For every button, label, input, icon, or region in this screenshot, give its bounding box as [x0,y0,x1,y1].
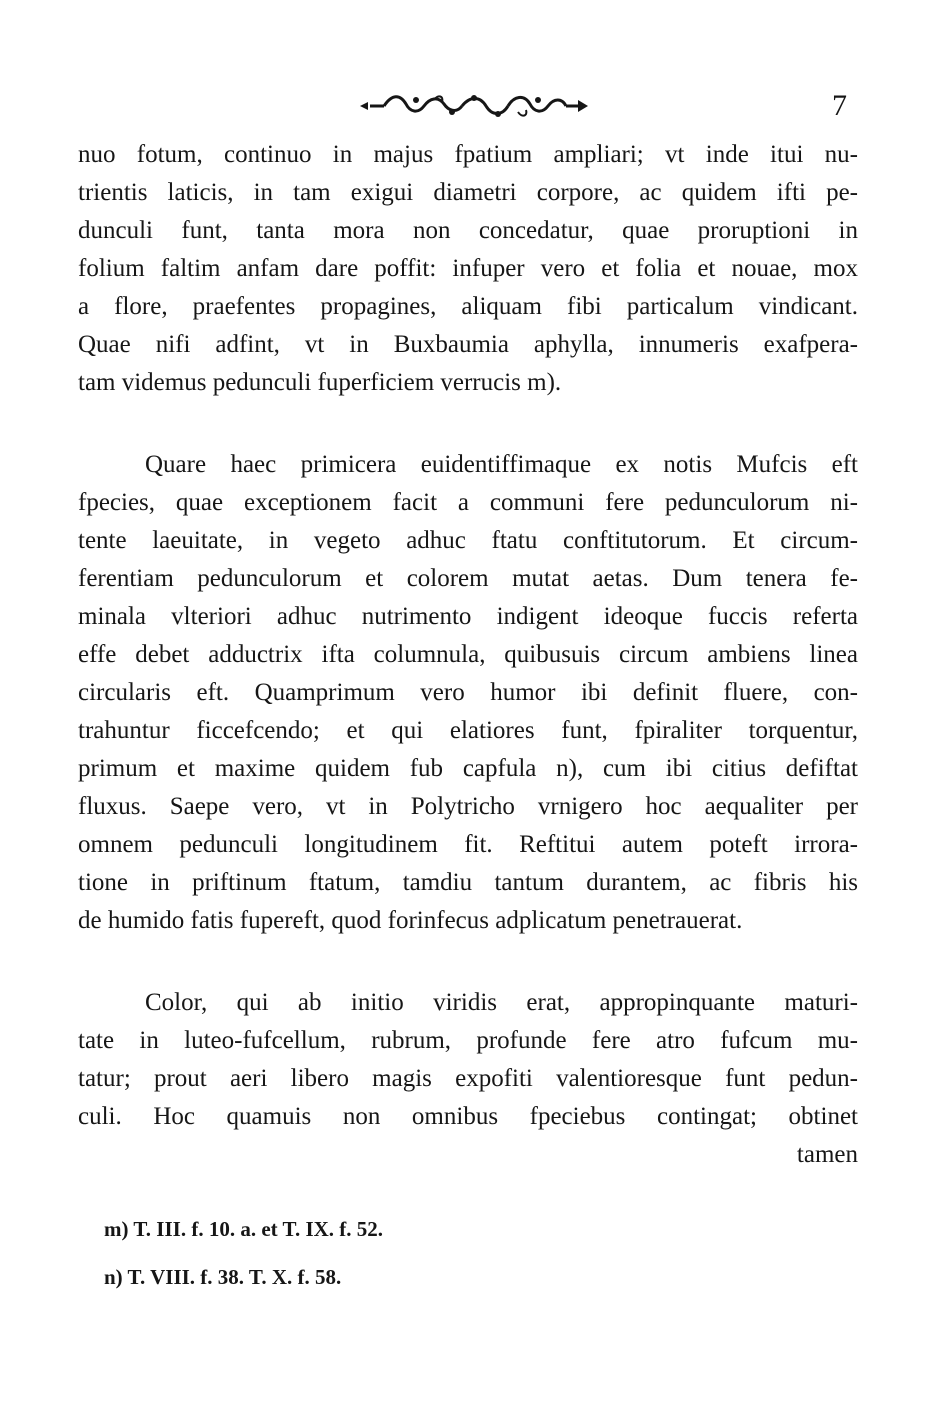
text-line: effe debet adductrix ifta columnula, quibusuis circum ambiens linea [78,641,858,668]
footnote-n: n) T. VIII. f. 38. T. X. f. 58. [104,1265,342,1289]
text-line: Quae nifi adfint, vt in Buxbaumia aphylla, innumeris exafpera- [78,331,858,358]
page-header [0,86,930,126]
text-line: minala vlteriori adhuc nutrimento indigent ideoque fuccis referta [78,603,858,630]
text-line: trientis laticis, in tam exigui diametri corpore, ac quidem ifti pe- [78,179,858,206]
footnote-m: m) T. III. f. 10. a. et T. IX. f. 52. [104,1217,384,1241]
text-line: tate in luteo-fufcellum, rubrum, profunde fere atro fufcum mu- [78,1027,858,1054]
text-line: ferentiam pedunculorum et colorem mutat aetas. Dum tenera fe- [78,565,858,592]
catchword: tamen [796,1141,858,1168]
text-line: fluxus. Saepe vero, vt in Polytricho vrnigero hoc aequaliter per [78,793,858,820]
ornamental-vine-rule-icon [358,92,590,120]
text-line: circularis eft. Quamprimum vero humor ibi definit fluere, con- [78,679,858,706]
page-number: 7 [832,89,847,122]
text-line: tione in priftinum ftatum, tamdiu tantum durantem, ac fibris his [78,869,858,896]
text-line: tatur; prout aeri libero magis expofiti valentioresque funt pedun- [78,1065,858,1092]
text-line: de humido fatis fupereft, quod forinfecus adplicatum penetrauerat. [78,907,743,934]
text-line: folium faltim anfam dare poffit: infuper vero et folia et nouae, mox [78,255,858,282]
text-line: nuo fotum, continuo in majus fpatium ampliari; vt inde itui nu- [78,141,858,168]
text-line: culi. Hoc quamuis non omnibus fpeciebus contingat; obtinet [78,1103,858,1130]
text-line: Quare haec primicera euidentiffimaque ex notis Mufcis eft [145,451,858,478]
text-line: tente laeuitate, in vegeto adhuc ftatu conftitutorum. Et circum- [78,527,858,554]
text-line: dunculi funt, tanta mora non concedatur, quae proruptioni in [78,217,858,244]
text-line: tam videmus pedunculi fuperficiem verrucis m). [78,369,562,396]
text-line: Color, qui ab initio viridis erat, appropinquante maturi- [145,989,858,1016]
text-line: fpecies, quae exceptionem facit a communi fere pedunculorum ni- [78,489,858,516]
text-line: omnem pedunculi longitudinem fit. Reftitui autem poteft irrora- [78,831,858,858]
text-line: trahuntur ficcefcendo; et qui elatiores funt, fpiraliter torquentur, [78,717,858,744]
text-line: a flore, praefentes propagines, aliquam fibi particalum vindicant. [78,293,858,320]
text-line: primum et maxime quidem fub capfula n), cum ibi citius defiftat [78,755,858,782]
